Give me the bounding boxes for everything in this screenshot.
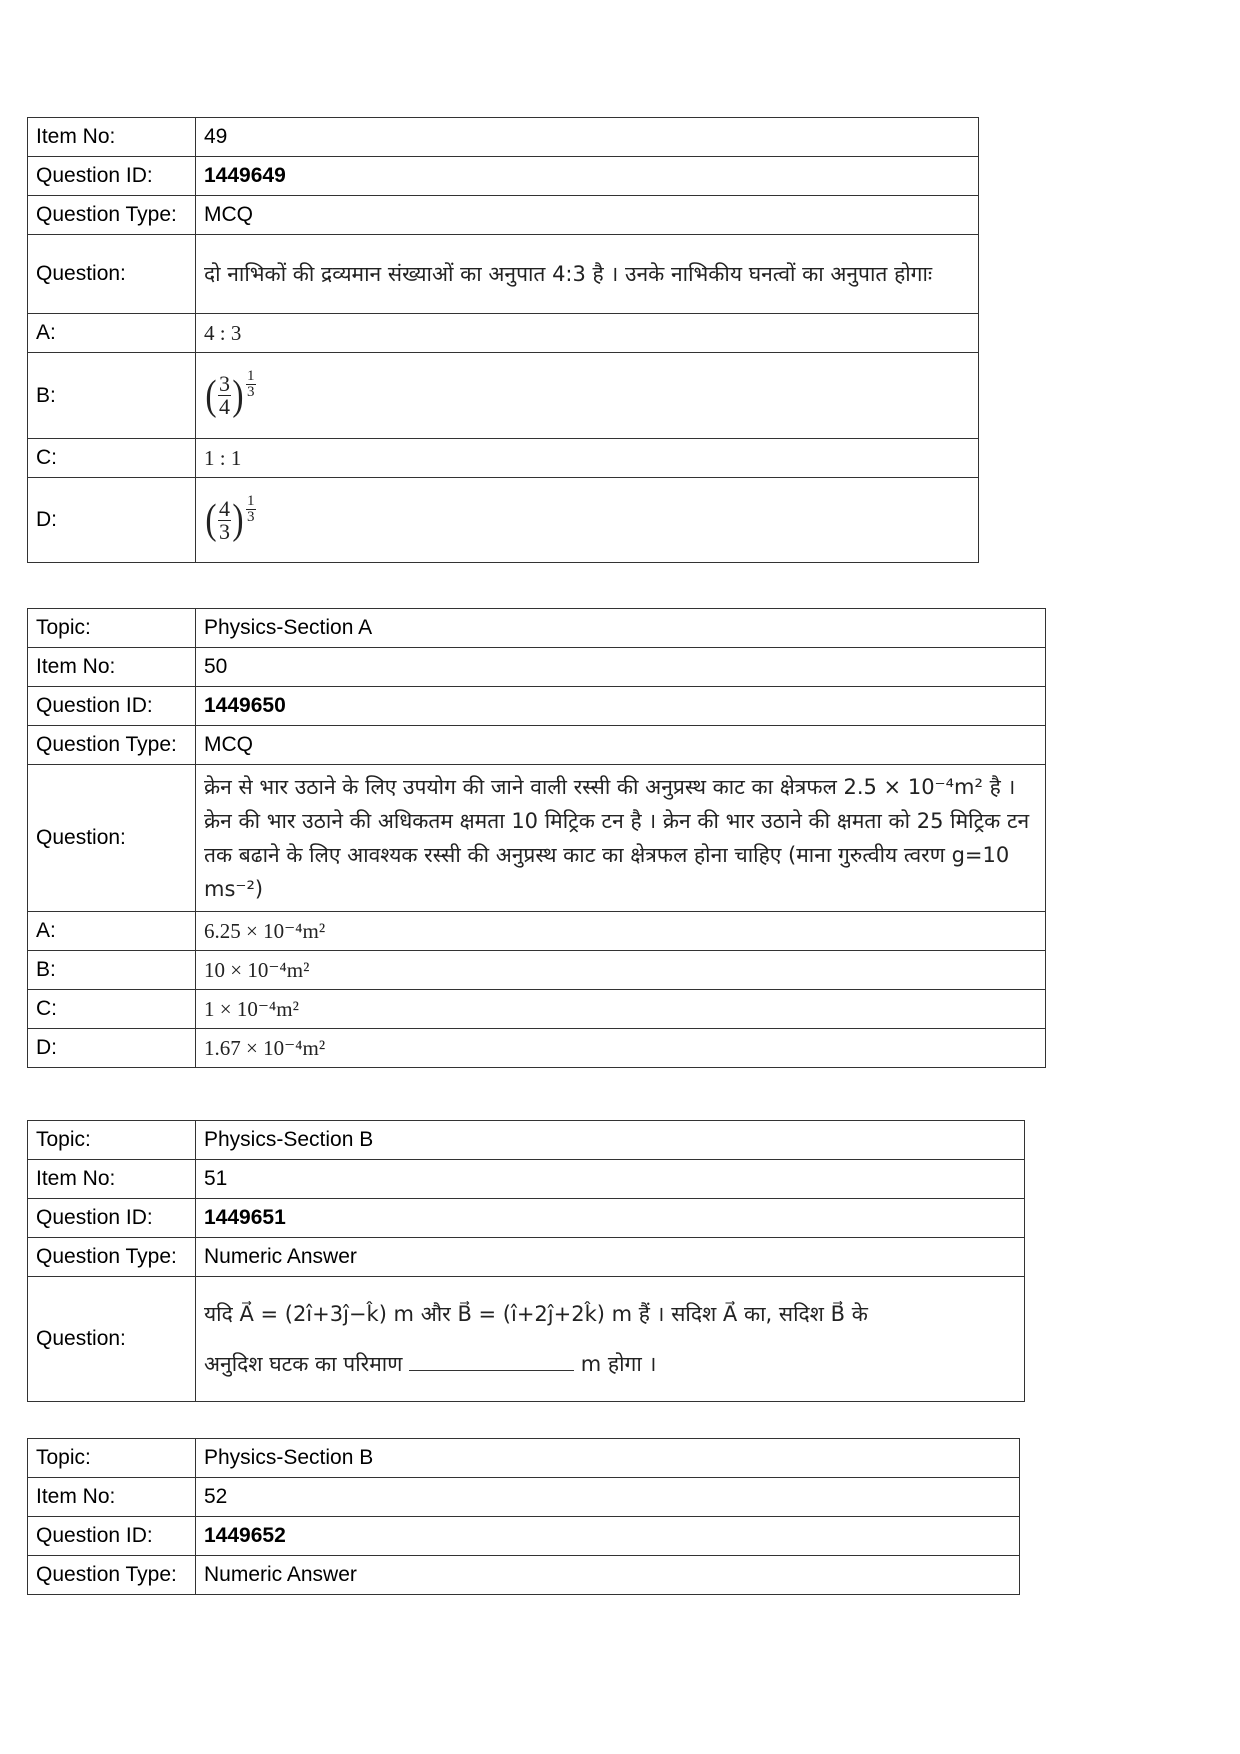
question-type-label: Question Type: [28, 1238, 196, 1277]
option-a-label: A: [28, 314, 196, 353]
question-text [196, 1277, 1025, 1402]
option-d-value: 1.67 × 10⁻⁴m² [196, 1029, 1046, 1068]
topic-row [28, 1439, 1020, 1478]
question-type-value: Numeric Answer [196, 1238, 1025, 1277]
question-id-value: 1449651 [196, 1199, 1025, 1238]
question-row [28, 765, 1046, 912]
item-no-row [28, 1478, 1020, 1517]
question-row [28, 1277, 1025, 1402]
option-d-label: D: [28, 1029, 196, 1068]
fraction-d: ( $\frac{4}{3}$ ) $\frac{1}{3}$ [205, 492, 255, 544]
answer-blank [409, 1350, 574, 1371]
option-a-row [28, 912, 1046, 951]
option-b-value [196, 353, 979, 439]
option-a-value: 6.25 × 10⁻⁴m² [196, 912, 1046, 951]
option-b-label: B: [28, 353, 196, 439]
question-table-49 [27, 117, 979, 563]
question-line-1: यदि A⃗ = (2î+3ĵ−k̂) m और B⃗ = (î+2ĵ+2k̂) m हैं । सदिश A⃗ का, सदिश B⃗ के [204, 1302, 868, 1326]
question-id-value: 1449652 [196, 1517, 1020, 1556]
question-line-2-post: m होगा । [580, 1352, 657, 1376]
question-type-label: Question Type: [28, 1556, 196, 1595]
option-b-label: B: [28, 951, 196, 990]
question-id-row [28, 157, 979, 196]
question-id-label: Question ID: [28, 1199, 196, 1238]
fraction-b: ( $\frac{3}{4}$ ) $\frac{1}{3}$ [205, 368, 255, 419]
item-no-value: 49 [196, 118, 979, 157]
topic-label: Topic: [28, 1439, 196, 1478]
item-no-value: 51 [196, 1160, 1025, 1199]
item-no-value: 50 [196, 648, 1046, 687]
question-id-row [28, 687, 1046, 726]
option-a-label: A: [28, 912, 196, 951]
question-text: क्रेन से भार उठाने के लिए उपयोग की जाने वाली रस्सी की अनुप्रस्थ काट का क्षेत्रफल 2.5 × 10⁻⁴m² है । क्रेन की भार उठाने की अधिकतम क्षमता 10 मिट्रिक टन है । क्रेन की भार उठाने की क्षमता को 25 मिट्रिक टन तक बढाने के लिए आवश्यक रस्सी की अनुप्रस्थ काट का क्षेत्रफल होना चाहिए (माना गुरुत्वीय त्वरण g=10 ms⁻²) [196, 765, 1046, 912]
question-type-label: Question Type: [28, 726, 196, 765]
fraction-d-exp-den: 3 [247, 508, 255, 525]
fraction-b-exp-den: 3 [247, 384, 255, 400]
fraction-b-exp-num: 1 [247, 368, 255, 384]
question-text: दो नाभिकों की द्रव्यमान संख्याओं का अनुपात 4:3 है । उनके नाभिकीय घनत्वों का अनुपात होगाः [196, 235, 979, 314]
question-type-label: Question Type: [28, 196, 196, 235]
option-c-value: 1 × 10⁻⁴m² [196, 990, 1046, 1029]
option-d-value [196, 478, 979, 563]
question-id-value: 1449650 [196, 687, 1046, 726]
question-table-51 [27, 1120, 1025, 1402]
topic-row [28, 609, 1046, 648]
option-c-row [28, 990, 1046, 1029]
question-label: Question: [28, 235, 196, 314]
question-type-row [28, 1556, 1020, 1595]
question-type-value: MCQ [196, 726, 1046, 765]
option-c-label: C: [28, 990, 196, 1029]
item-no-row [28, 118, 979, 157]
item-no-row [28, 1160, 1025, 1199]
topic-value: Physics-Section B [196, 1439, 1020, 1478]
option-c-row [28, 439, 979, 478]
option-d-label: D: [28, 478, 196, 563]
fraction-d-num: 4 [219, 495, 230, 521]
question-id-row [28, 1517, 1020, 1556]
question-type-value: Numeric Answer [196, 1556, 1020, 1595]
question-row [28, 235, 979, 314]
question-type-row [28, 196, 979, 235]
question-label: Question: [28, 765, 196, 912]
topic-label: Topic: [28, 1121, 196, 1160]
fraction-b-den: 4 [219, 394, 230, 419]
question-line-2 [204, 1339, 1016, 1389]
question-type-value: MCQ [196, 196, 979, 235]
topic-label: Topic: [28, 609, 196, 648]
option-c-value: 1 : 1 [196, 439, 979, 478]
question-table-52 [27, 1438, 1020, 1595]
topic-row [28, 1121, 1025, 1160]
question-type-row [28, 1238, 1025, 1277]
question-line-2-pre: अनुदिश घटक का परिमाण [204, 1352, 403, 1376]
question-label: Question: [28, 1277, 196, 1402]
option-b-row [28, 353, 979, 439]
item-no-label: Item No: [28, 1478, 196, 1517]
option-c-label: C: [28, 439, 196, 478]
question-id-row [28, 1199, 1025, 1238]
option-b-value: 10 × 10⁻⁴m² [196, 951, 1046, 990]
item-no-value: 52 [196, 1478, 1020, 1517]
option-d-row [28, 1029, 1046, 1068]
question-id-label: Question ID: [28, 1517, 196, 1556]
item-no-row [28, 648, 1046, 687]
item-no-label: Item No: [28, 648, 196, 687]
fraction-d-den: 3 [219, 518, 230, 544]
fraction-d-exp-num: 1 [247, 492, 255, 509]
topic-value: Physics-Section B [196, 1121, 1025, 1160]
question-table-50 [27, 608, 1046, 1068]
question-id-label: Question ID: [28, 157, 196, 196]
question-id-label: Question ID: [28, 687, 196, 726]
option-a-value: 4 : 3 [196, 314, 979, 353]
question-id-value: 1449649 [196, 157, 979, 196]
topic-value: Physics-Section A [196, 609, 1046, 648]
option-d-row [28, 478, 979, 563]
question-type-row [28, 726, 1046, 765]
item-no-label: Item No: [28, 118, 196, 157]
option-b-row [28, 951, 1046, 990]
fraction-b-num: 3 [219, 371, 230, 396]
option-a-row [28, 314, 979, 353]
item-no-label: Item No: [28, 1160, 196, 1199]
